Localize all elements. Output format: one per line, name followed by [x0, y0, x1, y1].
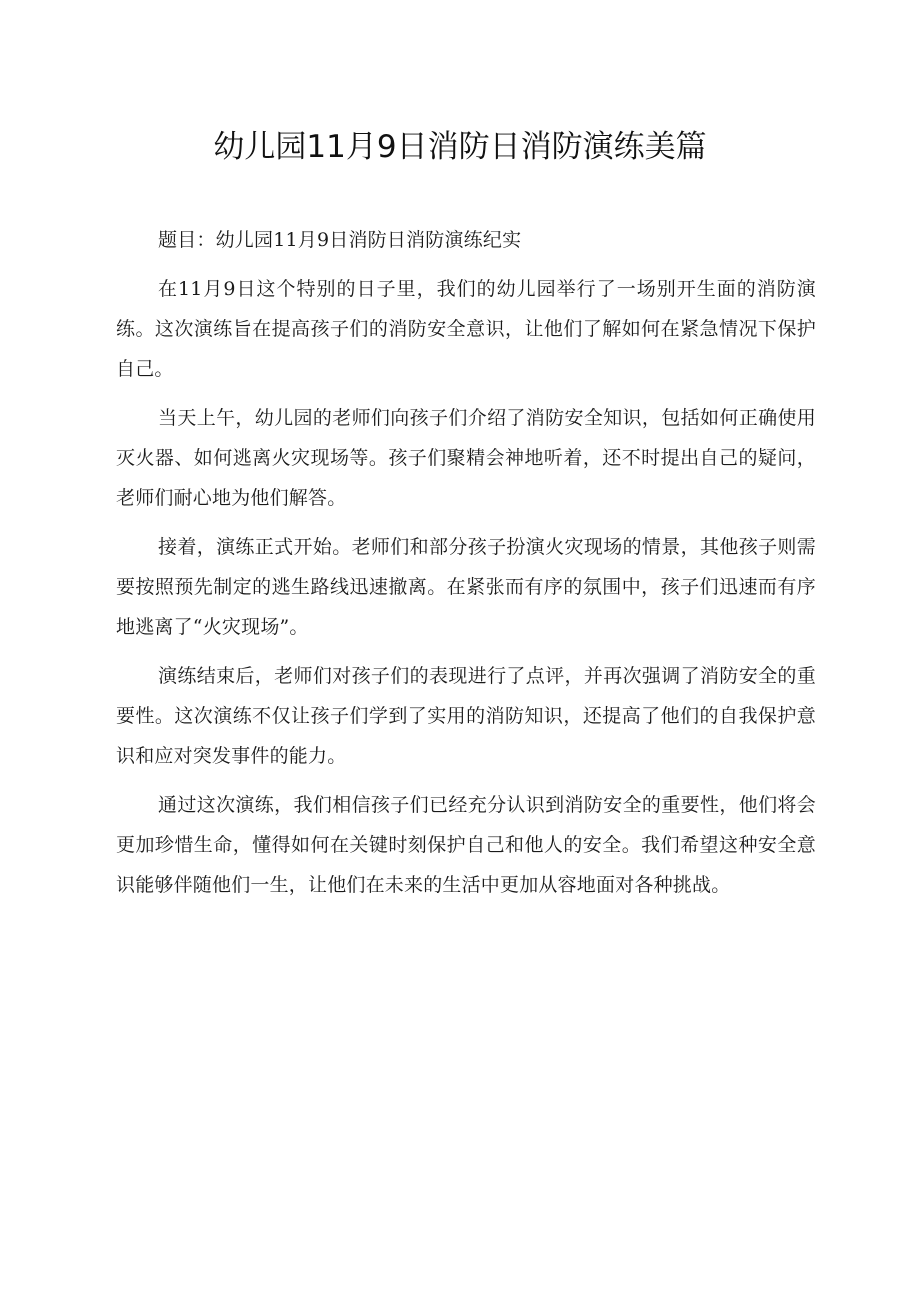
document-title: 幼儿园11月9日消防日消防演练美篇 — [213, 129, 707, 165]
paragraph-review: 演练结束后，老师们对孩子们的表现进行了点评，并再次强调了消防安全的重要性。这次演练不仅让孩子们学到了实用的消防知识，还提高了他们的自我保护意识和应对突发事件的能力。 — [116, 665, 816, 767]
paragraph-drill: 接着，演练正式开始。老师们和部分孩子扮演火灾现场的情景，其他孩子则需要按照预先制定的逃生路线迅速撤离。在紧张而有序的氛围中，孩子们迅速而有序地逃离了“火灾现场”。 — [116, 536, 816, 638]
document-body — [116, 220, 816, 914]
paragraph-subject: 题目：幼儿园11月9日消防日消防演练纪实 — [158, 229, 522, 251]
paragraph-conclusion: 通过这次演练，我们相信孩子们已经充分认识到消防安全的重要性，他们将会更加珍惜生命，懂得如何在关键时刻保护自己和他人的安全。我们希望这种安全意识能够伴随他们一生，让他们在未来的生活中更加从容地面对各种挑战。 — [116, 794, 816, 896]
paragraph-intro: 在11月9日这个特别的日子里，我们的幼儿园举行了一场别开生面的消防演练。这次演练旨在提高孩子们的消防安全意识，让他们了解如何在紧急情况下保护自己。 — [116, 278, 816, 380]
paragraph-morning: 当天上午，幼儿园的老师们向孩子们介绍了消防安全知识，包括如何正确使用灭火器、如何逃离火灾现场等。孩子们聚精会神地听着，还不时提出自己的疑问，老师们耐心地为他们解答。 — [116, 407, 816, 509]
